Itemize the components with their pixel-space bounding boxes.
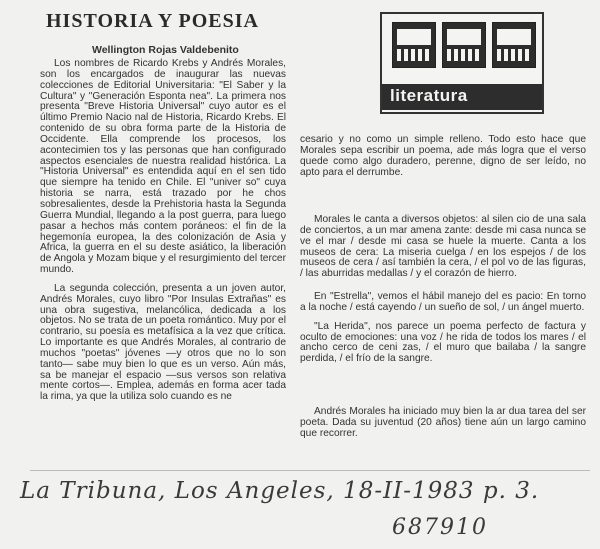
article-headline: HISTORIA Y POESIA xyxy=(46,10,259,32)
right-column-mid xyxy=(300,215,586,280)
left-column xyxy=(40,59,286,403)
handwritten-source-note: La Tribuna, Los Angeles, 18-II-1983 p. 3. xyxy=(20,478,540,504)
paragraph-closing: Andrés Morales ha iniciado muy bien la ar dua tarea del ser poeta. Dada su juventud (20 años) tiene aún un largo camino que recorrer. xyxy=(300,406,586,439)
paragraph-objects: Morales le canta a diversos objetos: al silen cio de una sala de conciertos, a un mar amena zante: desde mi casa nunca se ve el mar / desde mi casa se huele la muerte. Canta a los museos de cera: La miseria cuelga / en los espejos / de los museos de cera / así también la cera, / el pol vo de las figuras, / las aburridas medallas / y el corazón de hierro. xyxy=(300,214,586,280)
right-column-end xyxy=(300,407,586,440)
article-byline: Wellington Rojas Valdebenito xyxy=(92,44,239,56)
right-column-low xyxy=(300,292,586,365)
logo-wordmark: literatura xyxy=(382,84,542,110)
paragraph-herida: "La Herida", nos parece un poema perfecto de factura y oculto de emociones: una voz / he rida de todos los mares / el ancho cerco de ceni zas, / el muro que bailaba / la sangre perdida, / el frío de la sangre. xyxy=(300,320,586,365)
logo-frame-icon xyxy=(442,22,486,68)
catalog-number: 687910 xyxy=(392,515,488,540)
right-column-top xyxy=(300,135,586,178)
scan-divider xyxy=(30,470,590,471)
logo-frame-icon xyxy=(492,22,536,68)
paragraph-intro: Los nombres de Ricardo Krebs y Andrés Morales, son los encargados de inaugurar las nuevas colecciones de Editorial Universitaria: "El Saber y la Cultura" y "Generación Esponta nea". La primera nos presenta "Breve Historia Universal" cuyo autor es el último Premio Nacio nal de Historia, Ricardo Krebs. El contenido de su obra forma parte de la Historia de Occidente. Ella comprende los procesos, los acontecimien tos y las personas que han configurado aspectos esenciales de nuestra realidad histórica. La "Historia Universal" es entendida aquí en el sen tido que siempre ha tenido en Chile. El "univer so" cuya historia se narra, está trazado por he chos sobresalientes, desde la Prehistoria hasta la Segunda Guerra Mundial, llegando a la post guerra, para luego pasar a hechos más contem poráneos: el fin de la hegemonía europea, la des colonización de Asia y Africa, la guerra en el su deste asiático, la liberación de Angola y Mozam bique y el resurgimiento del tercer mundo. xyxy=(40,58,286,276)
logo-frame-icon xyxy=(392,22,436,68)
paragraph-estrella: En "Estrella", vemos el hábil manejo del es pacio: En torno a la noche / está cayendo / un sueño de sol, / un ángel muerto. xyxy=(300,291,586,313)
literatura-logo xyxy=(380,12,544,114)
paragraph-second-collection: La segunda colección, presenta a un joven autor, Andrés Morales, cuyo libro "Por Insulas Extrañas" es una obra sugestiva, melancólica, dedicada a los objetos. No se trata de un poeta romántico. Muy por el contrario, su poesía es metafísica a la vez que crítica. Lo importante es que Andrés Morales, al contrario de muchos "poetas" jóvenes —y otros que no lo son tanto— sabe muy bien lo que es un verso. Aún más, sa be manejar el espacio —sus versos son relativa mente cortos—. Emplea, además en forma acer tada la rima, ya que la utiliza solo cuando es ne xyxy=(40,282,286,403)
paragraph-continuation: cesario y no como un simple relleno. Todo esto hace que Morales sepa escribir un poema, ade más logra que el verso quede como algo duradero, perenne, digno de ser leído, no apto para el derrumbe. xyxy=(300,134,586,178)
